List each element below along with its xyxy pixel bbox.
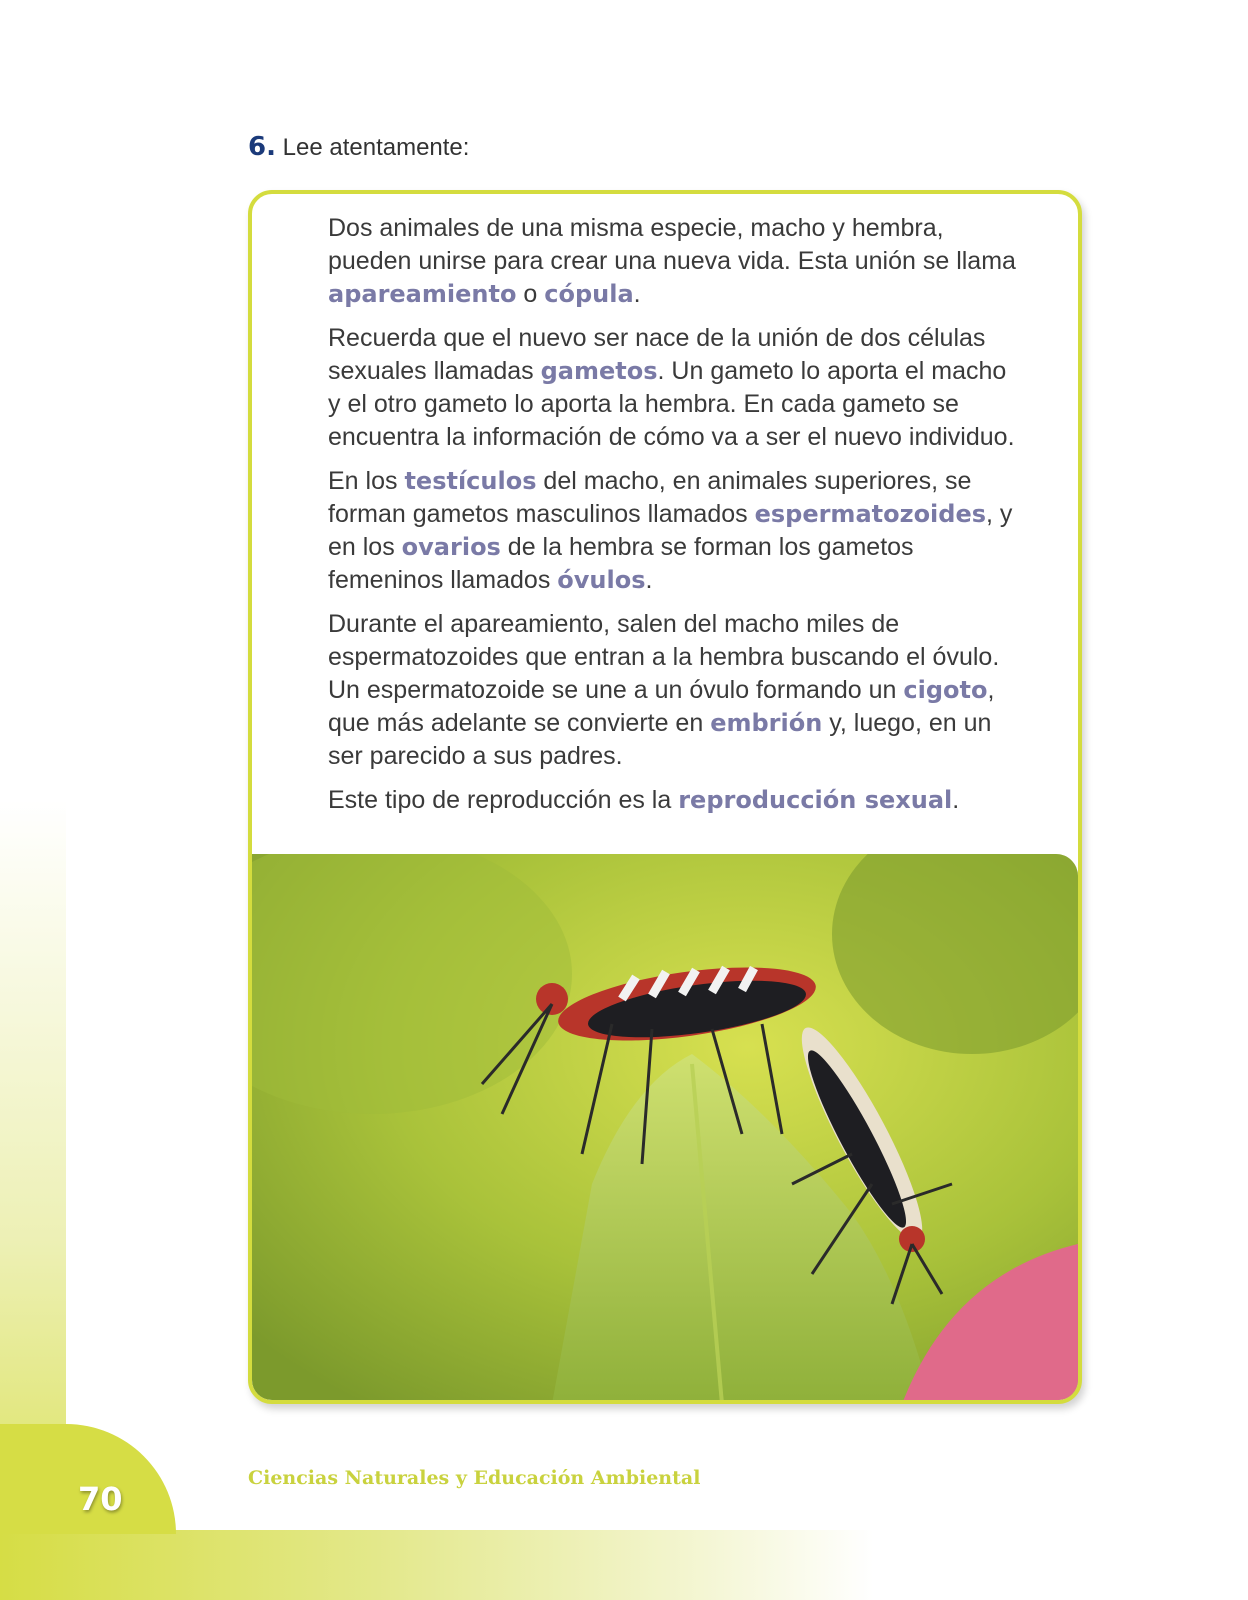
question-number: 6. bbox=[248, 132, 276, 162]
text-run: Dos animales de una misma especie, macho y hembra, pueden unirse para crear una nueva vida. Esta unión se llama bbox=[328, 214, 1016, 275]
keyword: cópula bbox=[544, 280, 634, 308]
paragraph bbox=[328, 608, 1018, 773]
keyword: óvulos bbox=[557, 566, 646, 594]
text-run: de la hembra se forman los gametos femeninos llamados bbox=[328, 533, 914, 594]
paragraph bbox=[328, 465, 1018, 597]
keyword: apareamiento bbox=[328, 280, 517, 308]
keyword: embrión bbox=[710, 709, 823, 737]
bottom-decorative-strip bbox=[0, 1530, 1248, 1600]
text-run: , que más adelante se convierte en bbox=[328, 676, 995, 737]
insects-photo bbox=[252, 854, 1078, 1404]
keyword: reproducción sexual bbox=[678, 786, 953, 814]
question-prompt: Lee atentamente: bbox=[282, 134, 470, 161]
text-run: . bbox=[645, 566, 653, 594]
text-run: . bbox=[633, 280, 641, 308]
text-run: . bbox=[952, 786, 960, 814]
keyword: testículos bbox=[404, 467, 537, 495]
paragraph bbox=[328, 322, 1018, 454]
text-run: y, luego, en un ser parecido a sus padres. bbox=[328, 709, 992, 770]
paragraph bbox=[328, 212, 1018, 311]
bugs-on-leaf-image bbox=[252, 854, 1078, 1404]
text-run: Durante el apareamiento, salen del macho miles de espermatozoides que entran a la hembra buscando el óvulo. Un espermatozoide se une a un óvulo formando un bbox=[328, 610, 1000, 704]
text-run: del macho, en animales superiores, se forman gametos masculinos llamados bbox=[328, 467, 972, 528]
text-run: , y en los bbox=[328, 500, 1013, 561]
text-run: En los bbox=[328, 467, 405, 495]
page-number: 70 bbox=[78, 1480, 123, 1518]
reading-text bbox=[328, 212, 1018, 828]
footer-book-title: Ciencias Naturales y Educación Ambiental bbox=[248, 1467, 701, 1489]
text-run: Recuerda que el nuevo ser nace de la unión de dos células sexuales llamadas bbox=[328, 324, 986, 385]
text-run: o bbox=[516, 280, 545, 308]
reading-card bbox=[248, 190, 1082, 1404]
text-run: . Un gameto lo aporta el macho y el otro gameto lo aporta la hembra. En cada gameto se encuentra la información de cómo va a ser el nuevo individuo. bbox=[328, 357, 1015, 451]
keyword: espermatozoides bbox=[754, 500, 987, 528]
keyword: ovarios bbox=[401, 533, 501, 561]
paragraph bbox=[328, 784, 1018, 817]
question-heading bbox=[248, 132, 469, 162]
keyword: gametos bbox=[540, 357, 658, 385]
keyword: cigoto bbox=[903, 676, 988, 704]
text-run: Este tipo de reproducción es la bbox=[328, 786, 679, 814]
